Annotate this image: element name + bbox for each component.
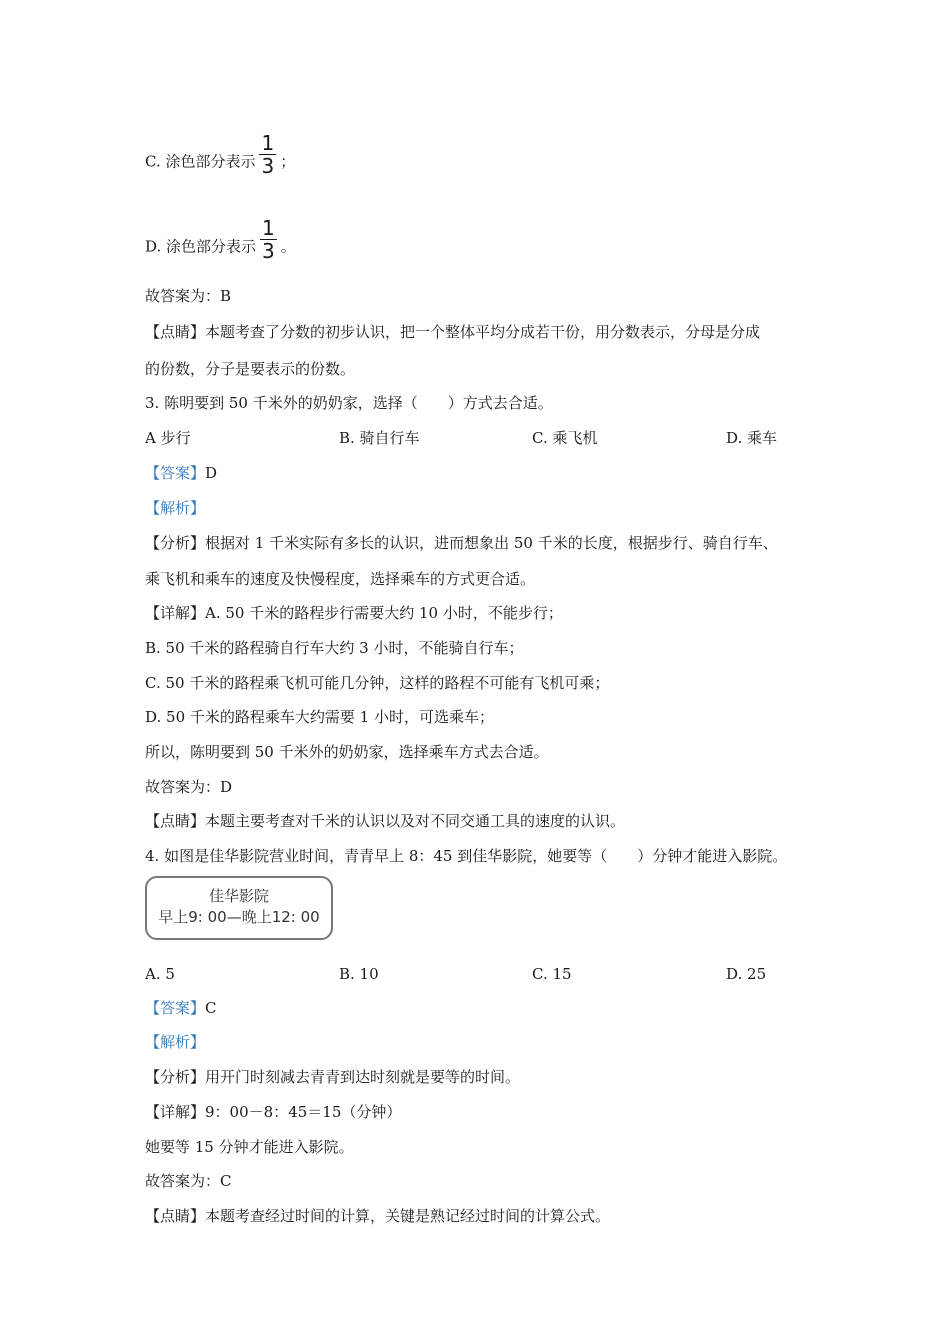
q3-xiangjie-line4: D. 50 千米的路程乘车大约需要 1 小时，可选乘车； [145, 708, 494, 726]
q4-xiangjie-line2: 她要等 15 分钟才能进入影院。 [145, 1138, 354, 1156]
cinema-hours: 早上9: 00—晚上12: 00 [158, 908, 320, 926]
q3-note: 【点睛】本题主要考查对千米的认识以及对不同交通工具的速度的认识。 [145, 812, 626, 830]
option-c-line: C. 涂色部分表示 $\frac{1}{3}$ ； [145, 131, 296, 178]
q4-fenxi: 【分析】用开门时刻减去青青到达时刻就是要等的时间。 [145, 1068, 521, 1086]
q2-answer-line: 故答案为：B [145, 287, 232, 305]
q3-fenxi-line1: 【分析】根据对 1 千米实际有多长的认识，进而想象出 50 千米的长度，根据步行、骑自行车、 [145, 534, 778, 552]
q4-option-b: B. 10 [339, 965, 379, 983]
fraction: $\frac{1}{3}$ [262, 216, 275, 263]
q4-note: 【点睛】本题考查经过时间的计算，关键是熟记经过时间的计算公式。 [145, 1207, 611, 1225]
cinema-name: 佳华影院 [208, 887, 269, 905]
option-d-text: D. 涂色部分表示 [145, 237, 257, 256]
q4-analysis-tag: 【解析】 [145, 1033, 206, 1051]
q3-final: 故答案为：D [145, 778, 233, 796]
q3-option-d: D. 乘车 [726, 429, 778, 447]
q4-xiangjie-line1: 【详解】9：00－8：45＝15（分钟） [145, 1103, 402, 1121]
q3-option-c: C. 乘飞机 [532, 429, 598, 447]
q3-option-b: B. 骑自行车 [339, 429, 420, 447]
q2-note-line1: 【点睛】本题考查了分数的初步认识，把一个整体平均分成若干份，用分数表示，分母是分成 [145, 323, 761, 341]
fraction: $\frac{1}{3}$ [261, 131, 275, 178]
cinema-hours-sign [145, 876, 333, 940]
q3-xiangjie-line1: 【详解】A. 50 千米的路程步行需要大约 10 小时，不能步行； [145, 604, 563, 622]
q2-note-line2: 的份数，分子是要表示的份数。 [145, 360, 356, 378]
option-c-text: C. 涂色部分表示 [145, 152, 256, 171]
q3-answer: 【答案】D [145, 464, 218, 482]
q4-option-a: A. 5 [145, 965, 175, 983]
q4-option-c: C. 15 [532, 965, 572, 983]
q3-stem: 3. 陈明要到 50 千米外的奶奶家，选择（ ）方式去合适。 [145, 394, 553, 412]
q4-stem: 4. 如图是佳华影院营业时间，青青早上 8：45 到佳华影院，她要等（ ）分钟才能进入影院。 [145, 847, 788, 865]
q3-xiangjie-line5: 所以，陈明要到 50 千米外的奶奶家，选择乘车方式去合适。 [145, 743, 549, 761]
q4-final: 故答案为：C [145, 1172, 232, 1190]
q3-fenxi-line2: 乘飞机和乘车的速度及快慢程度，选择乘车的方式更合适。 [145, 570, 536, 588]
option-d-line: D. 涂色部分表示 $\frac{1}{3}$ 。 [145, 216, 296, 263]
q3-option-a: A 步行 [145, 429, 191, 447]
q3-analysis-tag: 【解析】 [145, 499, 206, 517]
q4-option-d: D. 25 [726, 965, 767, 983]
q3-xiangjie-line3: C. 50 千米的路程乘飞机可能几分钟，这样的路程不可能有飞机可乘； [145, 674, 610, 692]
q3-xiangjie-line2: B. 50 千米的路程骑自行车大约 3 小时，不能骑自行车； [145, 639, 524, 657]
q4-answer: 【答案】C [145, 999, 217, 1017]
